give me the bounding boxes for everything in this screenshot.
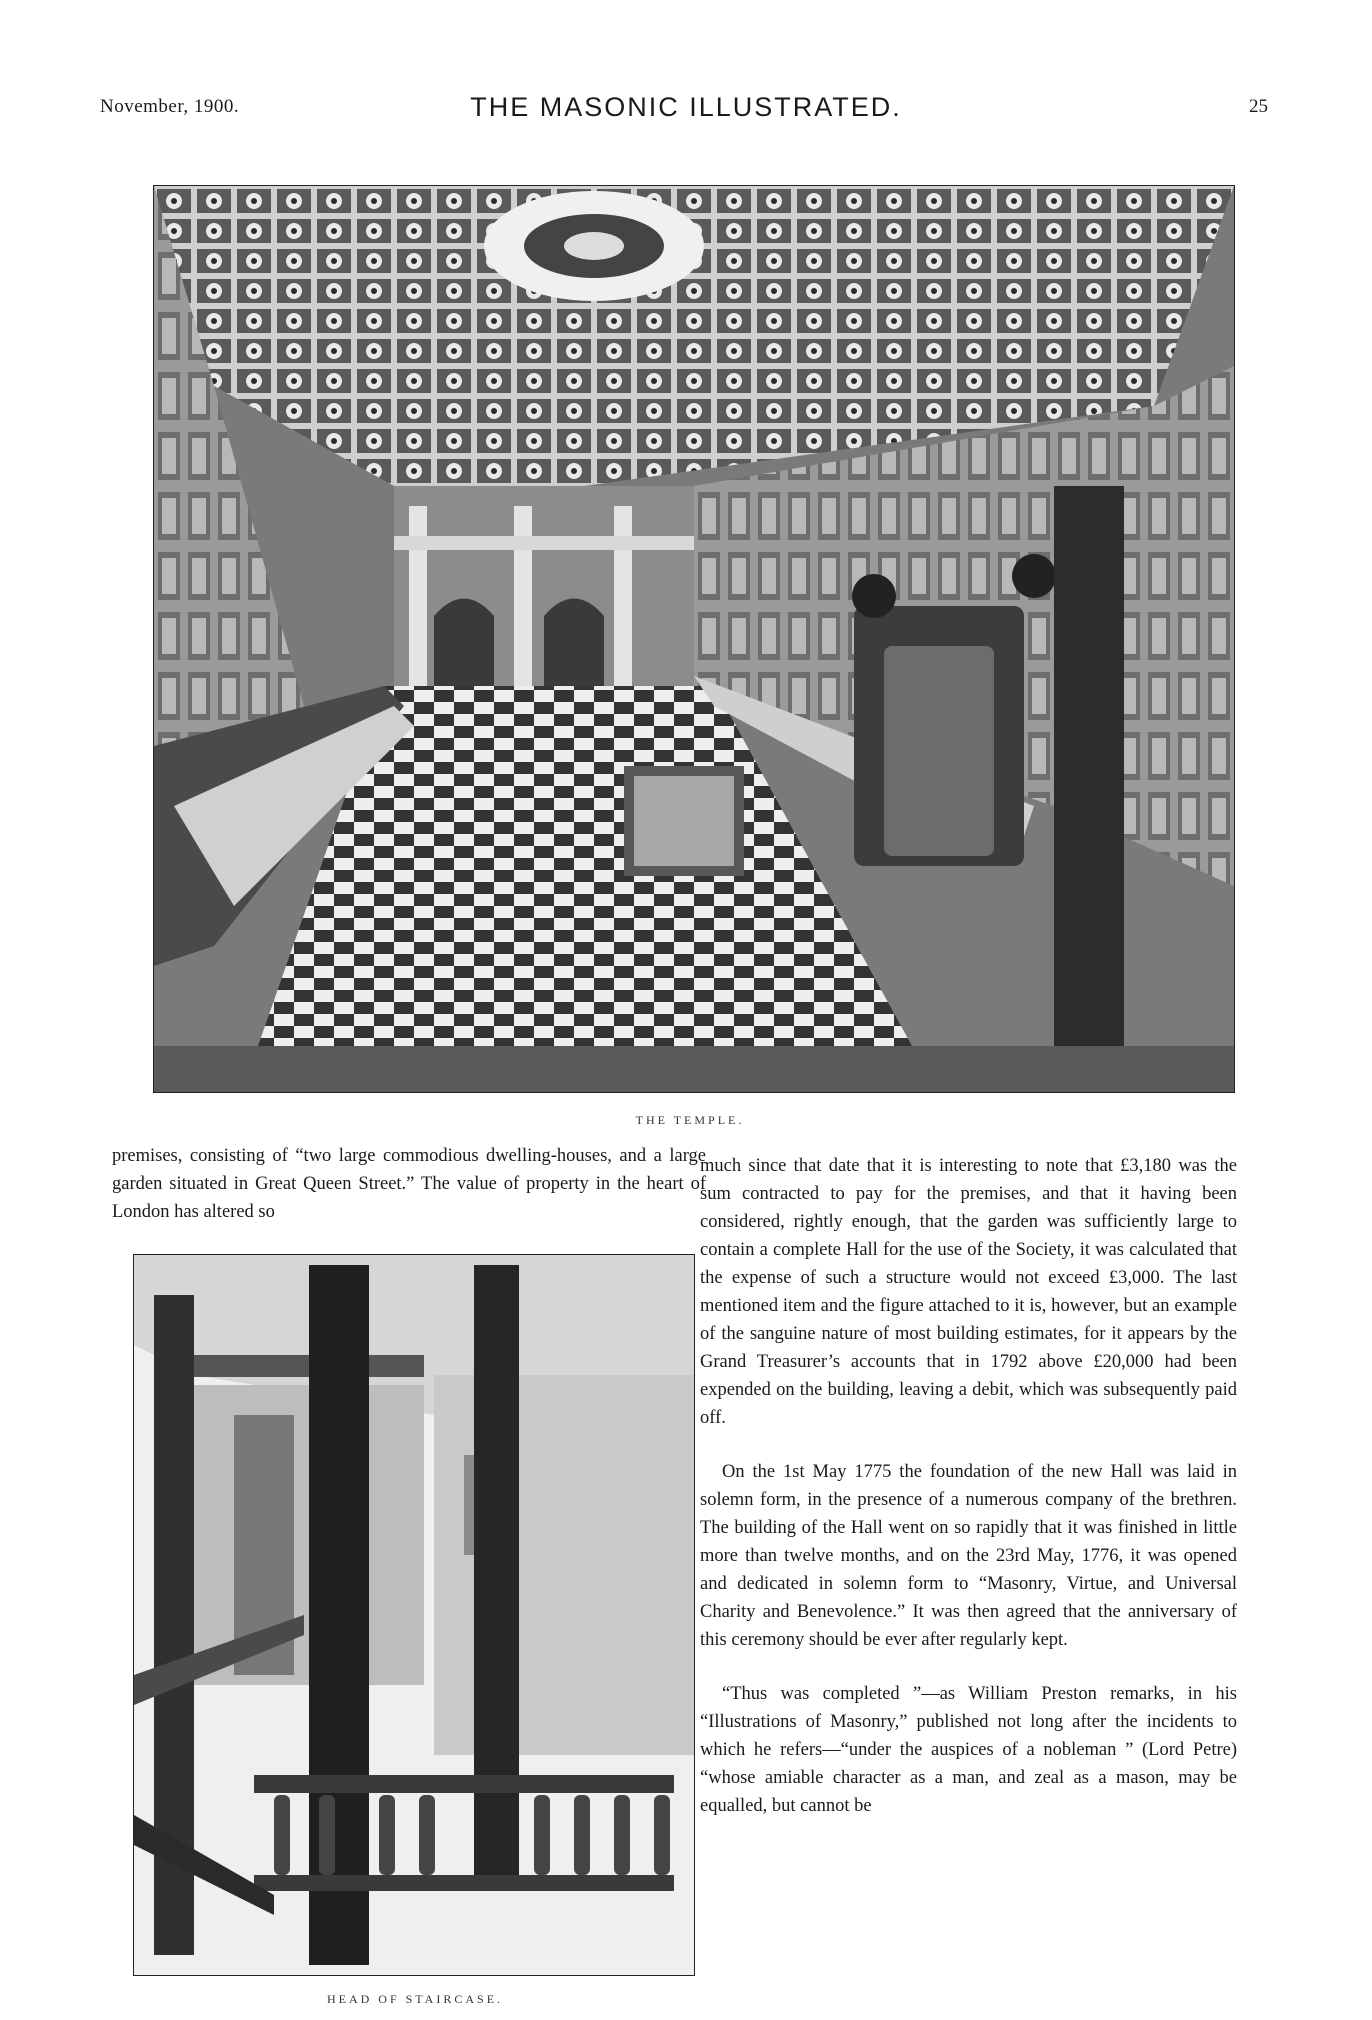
temple-caption: THE TEMPLE. [635, 1113, 745, 1127]
page-number: 25 [1249, 96, 1268, 117]
right-paragraph-3: “Thus was completed ”—as William Preston remarks, in his “Illustrations of Masonry,” published not long after the incidents to which he refers—“under the auspices of a nobleman ” (Lord Petre) “whose amiable character as a man, and zeal as a mason, may be equalled, but cannot be [700, 1684, 1237, 1816]
staircase-caption: HEAD OF STAIRCASE. [326, 1992, 504, 2006]
right-paragraph-1: much since that date that it is interesting to note that £3,180 was the sum contracted to pay for the premises, and that it having been considered, rightly enough, that the garden was sufficiently large to contain a complete Hall for the use of the Society, it was calculated that the expense of such a structure would not exceed £3,000. The last mentioned item and the figure attached to it is, however, but an example of the sanguine nature of most building estimates, for it appears by the Grand Treasurer’s accounts that in 1792 above £20,000 had been expended on the building, leaving a debit, which was subsequently paid off. [700, 1156, 1237, 1428]
right-paragraph-2: On the 1st May 1775 the foundation of the new Hall was laid in solemn form, in the presence of a numerous company of the brethren. The building of the Hall went on so rapidly that it was finished in little more than twelve months, and on the 23rd May, 1776, it was opened and dedicated in solemn form to “Masonry, Virtue, and Universal Charity and Benevolence.” It was then agreed that the anniversary of this ceremony should be ever after regularly kept. [700, 1462, 1237, 1650]
right-column-text [700, 1152, 1237, 1846]
left-column-text [112, 1142, 706, 1252]
staircase-photograph [133, 1254, 695, 1976]
header-date: November, 1900. [100, 96, 240, 117]
journal-title: THE MASONIC ILLUSTRATED. [470, 92, 902, 122]
temple-photograph [153, 185, 1235, 1093]
left-paragraph: premises, consisting of “two large commodious dwelling-houses, and a large garden situated in Great Queen Street.” The value of property in the heart of London has altered so [112, 1146, 706, 1222]
